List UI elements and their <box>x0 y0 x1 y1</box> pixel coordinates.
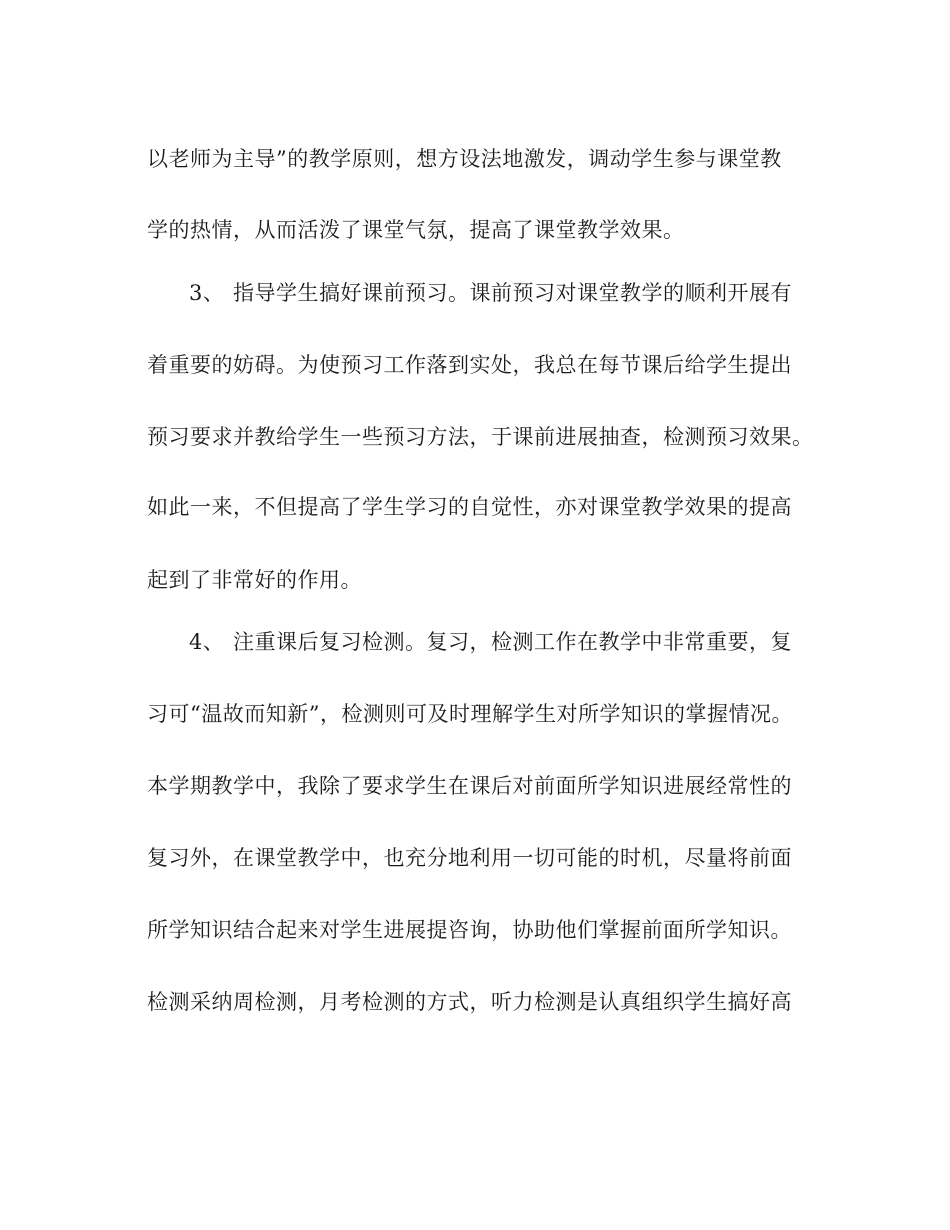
item-number: 4、 <box>189 630 225 654</box>
text-line: 着重要的妨碍。为使预习工作落到实处，我总在每节课后给学生提出 <box>147 353 792 377</box>
text-line: 检测采纳周检测，月考检测的方式，听力检测是认真组织学生搞好高 <box>147 990 792 1014</box>
text-line: 指导学生搞好课前预习。课前预习对课堂教学的顺利开展有 <box>233 281 792 305</box>
numbered-paragraph-start <box>189 281 869 305</box>
text-line: 学的热情，从而活泼了课堂气氛，提高了课堂教学效果。 <box>147 218 685 242</box>
text-line: 预习要求并教给学生一些预习方法，于课前进展抽查，检测预习效果。 <box>147 425 814 449</box>
text-line: 复习外，在课堂教学中，也充分地利用一切可能的时机，尽量将前面 <box>147 846 792 870</box>
text-line: 以老师为主导”的教学原则，想方设法地激发，调动学生参与课堂教 <box>147 147 782 171</box>
text-line: 所学知识结合起来对学生进展提咨询，协助他们掌握前面所学知识。 <box>147 918 792 942</box>
numbered-paragraph-start <box>189 630 869 654</box>
text-line: 习可“温故而知新”，检测则可及时理解学生对所学知识的掌握情况。 <box>147 702 793 726</box>
text-line: 如此一来，不但提高了学生学习的自觉性，亦对课堂教学效果的提高 <box>147 495 792 519</box>
text-line: 本学期教学中，我除了要求学生在课后对前面所学知识进展经常性的 <box>147 774 792 798</box>
text-line: 注重课后复习检测。复习，检测工作在教学中非常重要，复 <box>233 630 792 654</box>
text-line: 起到了非常好的作用。 <box>147 568 362 592</box>
item-number: 3、 <box>189 281 225 305</box>
